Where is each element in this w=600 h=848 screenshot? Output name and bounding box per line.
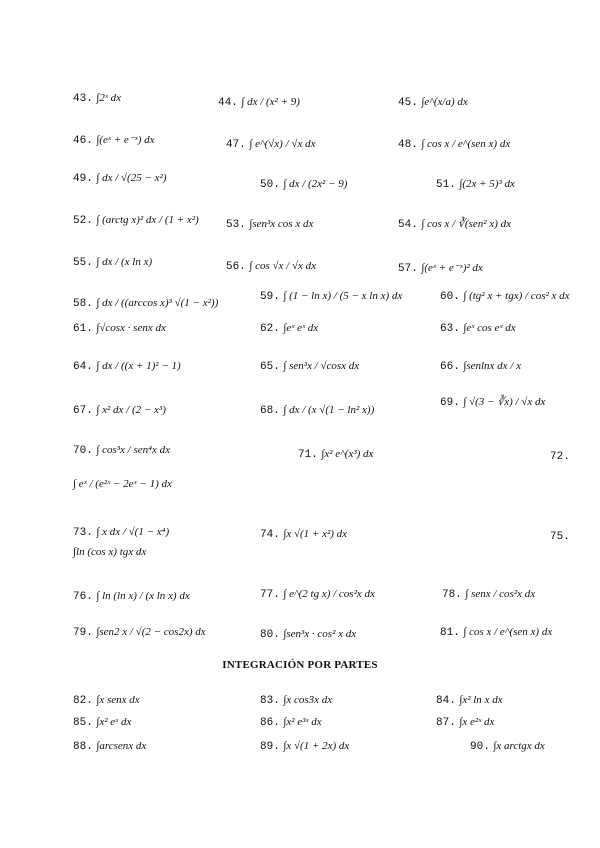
- exercise-72-body: [73, 478, 172, 491]
- exercise-number: 45.: [398, 97, 418, 109]
- exercise-number: 67.: [73, 405, 93, 417]
- exercise-number: 82.: [73, 695, 93, 707]
- exercise-67: [73, 404, 166, 417]
- exercise-number: 89.: [260, 741, 280, 753]
- integral-expression: ∫ln (cos x) tgx dx: [73, 546, 147, 558]
- exercise-number: 53.: [226, 219, 246, 231]
- exercise-68: [260, 404, 374, 417]
- exercise-number: 76.: [73, 591, 93, 603]
- exercise-number: 60.: [440, 291, 460, 303]
- exercise-71: [298, 448, 373, 461]
- integral-expression: ∫x √(1 + 2x) dx: [283, 740, 350, 752]
- exercise-43: [73, 92, 121, 105]
- exercise-90: [470, 740, 545, 753]
- exercise-number: 54.: [398, 219, 418, 231]
- exercise-55: [73, 256, 152, 269]
- exercise-number: 75.: [550, 531, 570, 543]
- exercise-80: [260, 628, 356, 641]
- exercise-89: [260, 740, 349, 753]
- exercise-78: [442, 588, 535, 601]
- integral-expression: ∫ √(3 − ∛x) / √x dx: [463, 396, 546, 408]
- exercise-number: 56.: [226, 261, 246, 273]
- integral-expression: ∫ dx / ((x + 1)² − 1): [96, 360, 181, 372]
- integral-expression: ∫x cos3x dx: [283, 694, 333, 706]
- exercise-69: [440, 396, 545, 409]
- integral-expression: ∫e^(x/a) dx: [421, 96, 468, 108]
- integral-expression: ∫ cos √x / √x dx: [249, 260, 317, 272]
- exercise-number: 51.: [436, 179, 456, 191]
- exercise-51: [436, 178, 515, 191]
- exercise-number: 64.: [73, 361, 93, 373]
- integral-expression: ∫ x dx / √(1 − x⁴): [96, 526, 170, 538]
- exercise-59: [260, 290, 402, 303]
- integral-expression: ∫ sen³x / √cosx dx: [283, 360, 360, 372]
- section-heading: INTEGRACIÓN POR PARTES: [222, 659, 378, 671]
- exercise-number: 46.: [73, 135, 93, 147]
- exercise-52: [73, 214, 199, 227]
- exercise-88: [73, 740, 146, 753]
- exercise-86: [260, 716, 322, 729]
- integral-expression: ∫x √(1 + x²) dx: [283, 528, 348, 540]
- exercise-44: [218, 96, 300, 109]
- exercise-70: [73, 444, 170, 457]
- exercise-75: [550, 530, 570, 543]
- integral-expression: ∫ eˣ / (e²ˣ − 2eˣ − 1) dx: [73, 478, 172, 490]
- exercise-number: 85.: [73, 717, 93, 729]
- exercise-48: [398, 138, 510, 151]
- integral-expression: ∫senlnx dx / x: [463, 360, 521, 372]
- exercise-61: [73, 322, 166, 335]
- integral-expression: ∫arcsenx dx: [96, 740, 147, 752]
- exercise-62: [260, 322, 318, 335]
- exercise-number: 68.: [260, 405, 280, 417]
- exercise-number: 83.: [260, 695, 280, 707]
- integral-expression: ∫ dx / (2x² − 9): [283, 178, 348, 190]
- exercise-number: 55.: [73, 257, 93, 269]
- exercise-57: [398, 262, 483, 275]
- exercise-85: [73, 716, 131, 729]
- integral-expression: ∫sen2 x / √(2 − cos2x) dx: [96, 626, 206, 638]
- integral-expression: ∫ x² dx / (2 − x³): [96, 404, 166, 416]
- exercise-number: 77.: [260, 589, 280, 601]
- exercise-number: 90.: [470, 741, 490, 753]
- integral-expression: ∫ ln (ln x) / (x ln x) dx: [96, 590, 190, 602]
- exercise-58: [73, 297, 218, 310]
- exercise-72: [550, 450, 570, 463]
- integral-expression: ∫ senx / cos²x dx: [465, 588, 536, 600]
- exercise-number: 61.: [73, 323, 93, 335]
- exercise-number: 63.: [440, 323, 460, 335]
- integral-expression: ∫ dx / (x √(1 − ln² x)): [283, 404, 375, 416]
- exercise-74: [260, 528, 347, 541]
- exercise-46: [73, 134, 155, 147]
- integral-expression: ∫x e²ˣ dx: [459, 716, 495, 728]
- exercise-number: 48.: [398, 139, 418, 151]
- integral-expression: ∫x arctgx dx: [493, 740, 545, 752]
- integral-expression: ∫x² e^(x³) dx: [321, 448, 374, 460]
- exercise-82: [73, 694, 140, 707]
- exercise-53: [226, 218, 313, 231]
- integral-expression: ∫x² ln x dx: [459, 694, 503, 706]
- integral-expression: ∫√cosx · senx dx: [96, 322, 166, 334]
- exercise-number: 43.: [73, 93, 93, 105]
- exercise-number: 47.: [226, 139, 246, 151]
- exercise-83: [260, 694, 332, 707]
- exercise-number: 52.: [73, 215, 93, 227]
- exercise-81: [440, 626, 552, 639]
- integral-expression: ∫ cos x / ∛(sen² x) dx: [421, 218, 511, 230]
- exercise-76: [73, 590, 190, 603]
- exercise-number: 86.: [260, 717, 280, 729]
- integral-expression: ∫ e^(2 tg x) / cos²x dx: [283, 588, 375, 600]
- integral-expression: ∫ cos x / e^(sen x) dx: [463, 626, 553, 638]
- exercise-47: [226, 138, 315, 151]
- integral-expression: ∫ cos x / e^(sen x) dx: [421, 138, 511, 150]
- integral-expression: ∫ (arctg x)² dx / (1 + x²): [96, 214, 199, 226]
- exercise-77: [260, 588, 375, 601]
- exercise-number: 59.: [260, 291, 280, 303]
- integral-expression: ∫x² e³ˣ dx: [283, 716, 322, 728]
- exercise-number: 81.: [440, 627, 460, 639]
- exercise-number: 78.: [442, 589, 462, 601]
- exercise-number: 44.: [218, 97, 238, 109]
- integral-expression: ∫ dx / (x ln x): [96, 256, 153, 268]
- integral-expression: ∫(2x + 5)³ dx: [459, 178, 515, 190]
- exercise-65: [260, 360, 359, 373]
- exercise-64: [73, 360, 181, 373]
- integral-expression: ∫2ˣ dx: [96, 92, 122, 104]
- exercise-number: 50.: [260, 179, 280, 191]
- exercise-84: [436, 694, 503, 707]
- integral-expression: ∫(eˣ + e⁻ˣ) dx: [96, 134, 155, 146]
- exercise-49: [73, 172, 166, 185]
- integral-expression: ∫ dx / √(25 − x²): [96, 172, 167, 184]
- integral-expression: ∫ dx / (x² + 9): [241, 96, 300, 108]
- integral-expression: ∫x senx dx: [96, 694, 140, 706]
- exercise-56: [226, 260, 316, 273]
- exercise-number: 49.: [73, 173, 93, 185]
- exercise-75-body: [73, 546, 146, 559]
- exercise-73: [73, 526, 169, 539]
- integral-expression: ∫ e^(√x) / √x dx: [249, 138, 316, 150]
- exercise-number: 66.: [440, 361, 460, 373]
- exercise-number: 70.: [73, 445, 93, 457]
- exercise-number: 74.: [260, 529, 280, 541]
- exercise-number: 69.: [440, 397, 460, 409]
- exercise-number: 87.: [436, 717, 456, 729]
- exercise-number: 88.: [73, 741, 93, 753]
- exercise-number: 71.: [298, 449, 318, 461]
- integral-expression: ∫ dx / ((arccos x)³ √(1 − x²)): [96, 297, 219, 309]
- exercise-number: 80.: [260, 629, 280, 641]
- exercise-50: [260, 178, 347, 191]
- exercise-87: [436, 716, 494, 729]
- exercise-number: 84.: [436, 695, 456, 707]
- integral-expression: ∫(eˣ + e⁻ˣ)² dx: [421, 262, 483, 274]
- integral-expression: ∫sen³x · cos² x dx: [283, 628, 357, 640]
- integral-expression: ∫ cos³x / sen⁴x dx: [96, 444, 170, 456]
- exercise-45: [398, 96, 468, 109]
- exercise-number: 65.: [260, 361, 280, 373]
- exercise-number: 57.: [398, 263, 418, 275]
- exercise-number: 73.: [73, 527, 93, 539]
- integral-expression: ∫x² eˣ dx: [96, 716, 132, 728]
- exercise-79: [73, 626, 206, 639]
- exercise-54: [398, 218, 511, 231]
- integral-expression: ∫ (1 − ln x) / (5 − x ln x) dx: [283, 290, 403, 302]
- exercise-63: [440, 322, 516, 335]
- exercise-number: 79.: [73, 627, 93, 639]
- exercise-66: [440, 360, 521, 373]
- exercise-number: 58.: [73, 298, 93, 310]
- exercise-60: [440, 290, 570, 303]
- integral-expression: ∫ (tg² x + tgx) / cos² x dx: [463, 290, 570, 302]
- integral-expression: ∫sen³x cos x dx: [249, 218, 314, 230]
- exercise-number: 72.: [550, 451, 570, 463]
- integral-expression: ∫eˣ eˣ dx: [283, 322, 319, 334]
- exercise-number: 62.: [260, 323, 280, 335]
- integral-expression: ∫eˣ cos eˣ dx: [463, 322, 516, 334]
